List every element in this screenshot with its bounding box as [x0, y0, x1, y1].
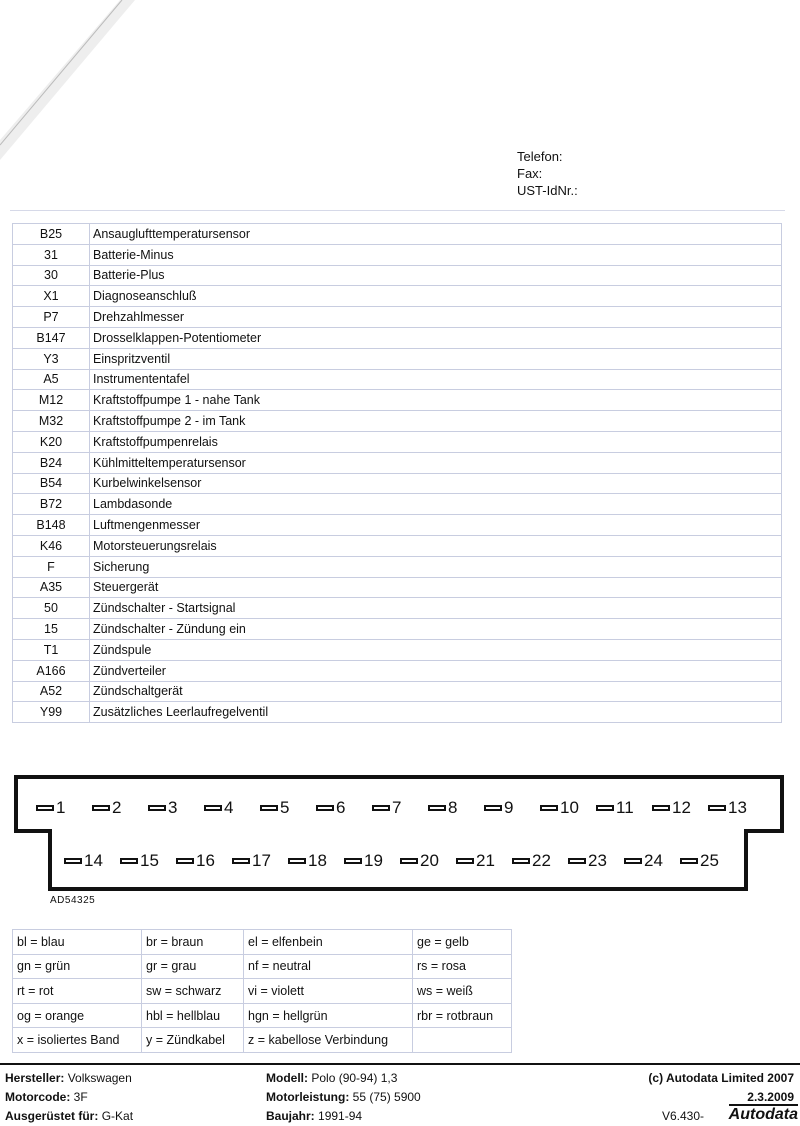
legend-row [13, 265, 782, 286]
connector-pin [652, 798, 691, 818]
pin-slot-icon [148, 805, 166, 811]
color-row [13, 930, 512, 955]
pin-number: 14 [84, 851, 103, 870]
connector-pin [204, 798, 233, 818]
component-code: P7 [13, 307, 90, 328]
component-name: Batterie-Minus [90, 244, 782, 265]
pin-slot-icon [400, 858, 418, 864]
color-code: br = braun [142, 930, 244, 955]
component-name: Kraftstoffpumpe 2 - im Tank [90, 411, 782, 432]
connector-pin [92, 798, 121, 818]
legend-row [13, 473, 782, 494]
connector-pin [64, 851, 103, 871]
component-code: M32 [13, 411, 90, 432]
footer-middle [266, 1069, 421, 1126]
contact-block [517, 148, 578, 199]
pin-number: 24 [644, 851, 663, 870]
color-code: gr = grau [142, 954, 244, 979]
component-code: 30 [13, 265, 90, 286]
pin-number: 9 [504, 798, 514, 817]
color-code: rt = rot [13, 979, 142, 1004]
legend-row [13, 244, 782, 265]
pin-number: 16 [196, 851, 215, 870]
connector-pin [288, 851, 327, 871]
legend-row [13, 452, 782, 473]
pin-number: 19 [364, 851, 383, 870]
legend-row [13, 619, 782, 640]
component-code: Y3 [13, 348, 90, 369]
power-label: Motorleistung: [266, 1090, 350, 1104]
component-code: 50 [13, 598, 90, 619]
connector-pin [596, 798, 634, 818]
component-code: X1 [13, 286, 90, 307]
pin-slot-icon [540, 805, 558, 811]
pin-slot-icon [64, 858, 82, 864]
component-code: 15 [13, 619, 90, 640]
connector-pin [260, 798, 289, 818]
color-code: og = orange [13, 1003, 142, 1028]
pin-slot-icon [624, 858, 642, 864]
component-name: Einspritzventil [90, 348, 782, 369]
component-code: B148 [13, 515, 90, 536]
color-code: vi = violett [244, 979, 413, 1004]
component-name: Ansauglufttemperatursensor [90, 224, 782, 245]
component-code: K46 [13, 535, 90, 556]
component-name: Zusätzliches Leerlaufregelventil [90, 702, 782, 723]
connector-pin [120, 851, 159, 871]
component-code: 31 [13, 244, 90, 265]
component-name: Steuergerät [90, 577, 782, 598]
pin-number: 11 [616, 798, 634, 817]
component-name: Drosselklappen-Potentiometer [90, 327, 782, 348]
component-code: B54 [13, 473, 90, 494]
copyright: (c) Autodata Limited 2007 [648, 1071, 794, 1085]
legend-row [13, 702, 782, 723]
pin-slot-icon [708, 805, 726, 811]
legend-row [13, 577, 782, 598]
pin-number: 4 [224, 798, 234, 817]
component-name: Kurbelwinkelsensor [90, 473, 782, 494]
component-code: B25 [13, 224, 90, 245]
color-row [13, 979, 512, 1004]
pin-slot-icon [568, 858, 586, 864]
pin-number: 18 [308, 851, 327, 870]
component-legend-table [12, 223, 782, 723]
component-name: Lambdasonde [90, 494, 782, 515]
color-code [413, 1028, 512, 1053]
color-code: rs = rosa [413, 954, 512, 979]
component-name: Diagnoseanschluß [90, 286, 782, 307]
component-code: Y99 [13, 702, 90, 723]
pin-number: 7 [392, 798, 402, 817]
wire-color-table [12, 929, 512, 1053]
component-code: A166 [13, 660, 90, 681]
pin-slot-icon [232, 858, 250, 864]
component-code: A5 [13, 369, 90, 390]
component-code: K20 [13, 431, 90, 452]
connector-pin [316, 798, 345, 818]
legend-row [13, 494, 782, 515]
color-code: hbl = hellblau [142, 1003, 244, 1028]
autodata-logo: Autodata [728, 1106, 798, 1123]
connector-pin [176, 851, 215, 871]
model: Polo (90-94) 1,3 [311, 1071, 398, 1085]
pin-number: 15 [140, 851, 159, 870]
pin-number: 8 [448, 798, 458, 817]
header-divider [10, 210, 785, 211]
pin-slot-icon [344, 858, 362, 864]
component-name: Batterie-Plus [90, 265, 782, 286]
component-code: A52 [13, 681, 90, 702]
legend-row [13, 535, 782, 556]
connector-pin [232, 851, 271, 871]
pin-slot-icon [260, 805, 278, 811]
pin-slot-icon [680, 858, 698, 864]
pin-number: 5 [280, 798, 290, 817]
pin-number: 12 [672, 798, 691, 817]
pin-slot-icon [596, 805, 614, 811]
component-name: Zündschalter - Startsignal [90, 598, 782, 619]
phone-label: Telefon: [517, 149, 563, 164]
pin-slot-icon [372, 805, 390, 811]
component-code: B147 [13, 327, 90, 348]
color-code: ws = weiß [413, 979, 512, 1004]
legend-row [13, 286, 782, 307]
connector-pin [428, 798, 457, 818]
footer [0, 1063, 800, 1126]
color-code: x = isoliertes Band [13, 1028, 142, 1053]
connector-pin [484, 798, 513, 818]
legend-row [13, 327, 782, 348]
connector-pin [36, 798, 65, 818]
legend-row [13, 515, 782, 536]
pin-slot-icon [92, 805, 110, 811]
engine-code-label: Motorcode: [5, 1090, 71, 1104]
component-name: Sicherung [90, 556, 782, 577]
engine-code: 3F [73, 1090, 88, 1104]
pin-number: 22 [532, 851, 551, 870]
pin-slot-icon [204, 805, 222, 811]
color-code: el = elfenbein [244, 930, 413, 955]
year-label: Baujahr: [266, 1109, 315, 1123]
pin-number: 6 [336, 798, 346, 817]
legend-row [13, 390, 782, 411]
legend-row [13, 224, 782, 245]
legend-row [13, 598, 782, 619]
diagram-code: AD54325 [50, 895, 96, 906]
connector-outline [14, 775, 784, 895]
connector-pin [680, 851, 719, 871]
fax-label: Fax: [517, 166, 543, 181]
legend-row [13, 307, 782, 328]
color-row [13, 1003, 512, 1028]
component-name: Luftmengenmesser [90, 515, 782, 536]
pin-number: 17 [252, 851, 271, 870]
equipped-label: Ausgerüstet für: [5, 1109, 99, 1123]
connector-pin [344, 851, 383, 871]
color-code: sw = schwarz [142, 979, 244, 1004]
color-code: nf = neutral [244, 954, 413, 979]
pin-slot-icon [456, 858, 474, 864]
pin-slot-icon [316, 805, 334, 811]
color-code: hgn = hellgrün [244, 1003, 413, 1028]
pin-number: 10 [560, 798, 579, 817]
color-code: rbr = rotbraun [413, 1003, 512, 1028]
component-name: Drehzahlmesser [90, 307, 782, 328]
color-code: ge = gelb [413, 930, 512, 955]
pin-slot-icon [652, 805, 670, 811]
legend-row [13, 681, 782, 702]
manufacturer-label: Hersteller: [5, 1071, 65, 1085]
print-date: 2.3.2009 [747, 1090, 794, 1104]
model-label: Modell: [266, 1071, 308, 1085]
connector-diagram [14, 775, 784, 895]
color-code: z = kabellose Verbindung [244, 1028, 413, 1053]
pin-slot-icon [176, 858, 194, 864]
connector-pin [400, 851, 439, 871]
legend-row [13, 660, 782, 681]
color-code: y = Zündkabel [142, 1028, 244, 1053]
component-name: Kühlmitteltemperatursensor [90, 452, 782, 473]
pin-number: 13 [728, 798, 747, 817]
power: 55 (75) 5900 [352, 1090, 421, 1104]
component-code: B24 [13, 452, 90, 473]
connector-pin [568, 851, 607, 871]
component-name: Kraftstoffpumpe 1 - nahe Tank [90, 390, 782, 411]
connector-pin [372, 798, 401, 818]
vat-label: UST-IdNr.: [517, 183, 578, 198]
component-name: Motorsteuerungsrelais [90, 535, 782, 556]
equipped: G-Kat [101, 1109, 134, 1123]
legend-row [13, 556, 782, 577]
pin-number: 25 [700, 851, 719, 870]
legend-row [13, 431, 782, 452]
pin-slot-icon [288, 858, 306, 864]
component-name: Zündverteiler [90, 660, 782, 681]
connector-pin [708, 798, 747, 818]
pin-slot-icon [512, 858, 530, 864]
component-code: A35 [13, 577, 90, 598]
color-code: gn = grün [13, 954, 142, 979]
component-code: F [13, 556, 90, 577]
legend-row [13, 411, 782, 432]
component-code: T1 [13, 639, 90, 660]
pin-slot-icon [36, 805, 54, 811]
pin-number: 23 [588, 851, 607, 870]
pin-number: 20 [420, 851, 439, 870]
component-name: Instrumententafel [90, 369, 782, 390]
component-name: Zündspule [90, 639, 782, 660]
color-code: bl = blau [13, 930, 142, 955]
connector-pin [512, 851, 551, 871]
color-row [13, 954, 512, 979]
pin-number: 2 [112, 798, 122, 817]
scan-fold-shadow [0, 0, 800, 160]
pin-slot-icon [484, 805, 502, 811]
pin-number: 21 [476, 851, 495, 870]
connector-pin [540, 798, 579, 818]
connector-pin [624, 851, 663, 871]
legend-row [13, 369, 782, 390]
legend-row [13, 348, 782, 369]
pin-slot-icon [428, 805, 446, 811]
component-code: B72 [13, 494, 90, 515]
connector-pin [148, 798, 177, 818]
footer-left [5, 1069, 133, 1126]
component-name: Zündschaltgerät [90, 681, 782, 702]
year: 1991-94 [318, 1109, 363, 1123]
pin-number: 1 [56, 798, 66, 817]
connector-pin [456, 851, 495, 871]
pin-slot-icon [120, 858, 138, 864]
version: V6.430- [661, 1109, 704, 1123]
component-code: M12 [13, 390, 90, 411]
component-name: Zündschalter - Zündung ein [90, 619, 782, 640]
pin-number: 3 [168, 798, 178, 817]
manufacturer: Volkswagen [67, 1071, 132, 1085]
color-row [13, 1028, 512, 1053]
legend-row [13, 639, 782, 660]
component-name: Kraftstoffpumpenrelais [90, 431, 782, 452]
